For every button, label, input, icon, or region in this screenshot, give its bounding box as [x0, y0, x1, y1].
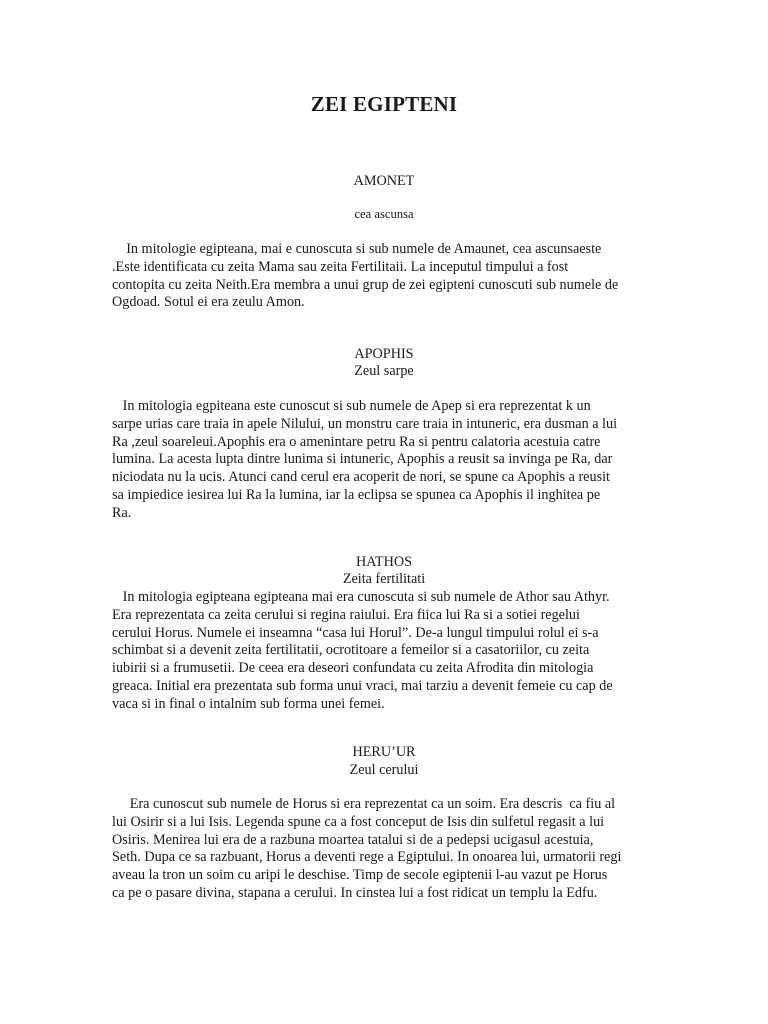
paragraph-line: sa impiedice iesirea lui Ra la lumina, iar la eclipsa se spunea ca Apophis il inghitea pe	[112, 486, 601, 503]
paragraph-line: greaca. Initial era prezentata sub forma unui vraci, mai tarziu a devenit femeie cu cap de	[112, 677, 613, 694]
paragraph-line: In mitologie egipteana, mai e cunoscuta si sub numele de Amaunet, cea ascunsaeste	[112, 241, 602, 257]
paragraph-line: Seth. Dupa ce sa razbuant, Horus a deventi rege a Egiptului. In onoarea lui, urmatorii regi	[112, 849, 622, 866]
paragraph-line: schimbat si a devenit zeita fertilitatii, ocrotitoare a femeilor si a casatoriilor, cu zeita	[112, 642, 590, 659]
section-subtitle-amonet: cea ascunsa	[354, 207, 414, 221]
section-subtitle-apophis: Zeul sarpe	[354, 363, 414, 379]
paragraph-line: lumina. La acesta lupta dintre lunima si intuneric, Apophis a reusit sa invinga pe Ra, dar	[112, 451, 613, 468]
paragraph-line: Era reprezentata ca zeita cerului si regina raiului. Era fiica lui Ra si a sotiei regelui	[112, 606, 580, 623]
paragraph-line: ca pe o pasare divina, stapana a cerului. In cinstea lui a fost ridicat un templu la Edfu.	[112, 884, 598, 901]
paragraph-line: Era cunoscut sub numele de Horus si era reprezentat ca un soim. Era descris ca fiu al	[112, 796, 616, 812]
section-paragraph-apophis	[112, 398, 672, 523]
paragraph-line: .Este identificata cu zeita Mama sau zeita Fertilitaii. La inceputul timpului a fost	[112, 258, 569, 275]
document-title: ZEI EGIPTENI	[310, 92, 458, 116]
paragraph-line: Osiris. Menirea lui era de a razbuna moartea tatalui si de a pedepsi ucigasul acestuia,	[112, 831, 594, 848]
paragraph-line: vaca si in final o intalnim sub forma unei femei.	[112, 695, 385, 712]
paragraph-line: sarpe urias care traia in apele Nilului, un monstru care traia in intuneric, era dusman a lui	[112, 415, 618, 432]
paragraph-line: In mitologia egipteana egipteana mai era cunoscuta si sub numele de Athor sau Athyr.	[112, 589, 610, 605]
section-heading-heruur: HERU’UR	[352, 744, 416, 760]
paragraph-line: niciodata nu la ucis. Atunci cand cerul era acoperit de nori, se spune ca Apophis a reusit	[112, 469, 610, 486]
paragraph-line: contopita cu zeita Neith.Era membra a unui grup de zei egipteni cunoscuti sub numele de	[112, 276, 619, 293]
paragraph-line: iubirii si a frumusetii. De ceea era deseori confundata cu zeita Afrodita din mitologia	[112, 660, 594, 677]
section-paragraph-amonet	[112, 241, 672, 312]
paragraph-line: lui Osirir si a lui Isis. Legenda spune ca a fost conceput de Isis din sulfetul regasit a lui	[112, 813, 605, 830]
section-paragraph-hathos	[112, 589, 672, 714]
paragraph-line: Ra.	[112, 504, 132, 521]
paragraph-line: cerului Horus. Numele ei inseamna “casa lui Horul”. De-a lungul timpului rolul ei s-a	[112, 624, 599, 641]
paragraph-line: In mitologia egpiteana este cunoscut si sub numele de Apep si era reprezentat k un	[112, 398, 591, 414]
section-heading-hathos: HATHOS	[356, 554, 412, 570]
section-subtitle-heruur: Zeul cerului	[349, 762, 419, 778]
paragraph-line: Ogdoad. Sotul ei era zeulu Amon.	[112, 294, 305, 311]
section-heading-amonet: AMONET	[353, 173, 415, 189]
section-paragraph-heruur	[112, 796, 672, 903]
section-subtitle-hathos: Zeita fertilitati	[342, 571, 426, 587]
paragraph-line: Ra ,zeul soareleui.Apophis era o amenintare petru Ra si pentru calatoria acestuia catre	[112, 433, 601, 450]
paragraph-line: aveau la tron un soim cu aripi le deschise. Timp de secole egiptenii l-au vazut pe Horus	[112, 867, 608, 884]
section-heading-apophis: APOPHIS	[354, 346, 414, 362]
